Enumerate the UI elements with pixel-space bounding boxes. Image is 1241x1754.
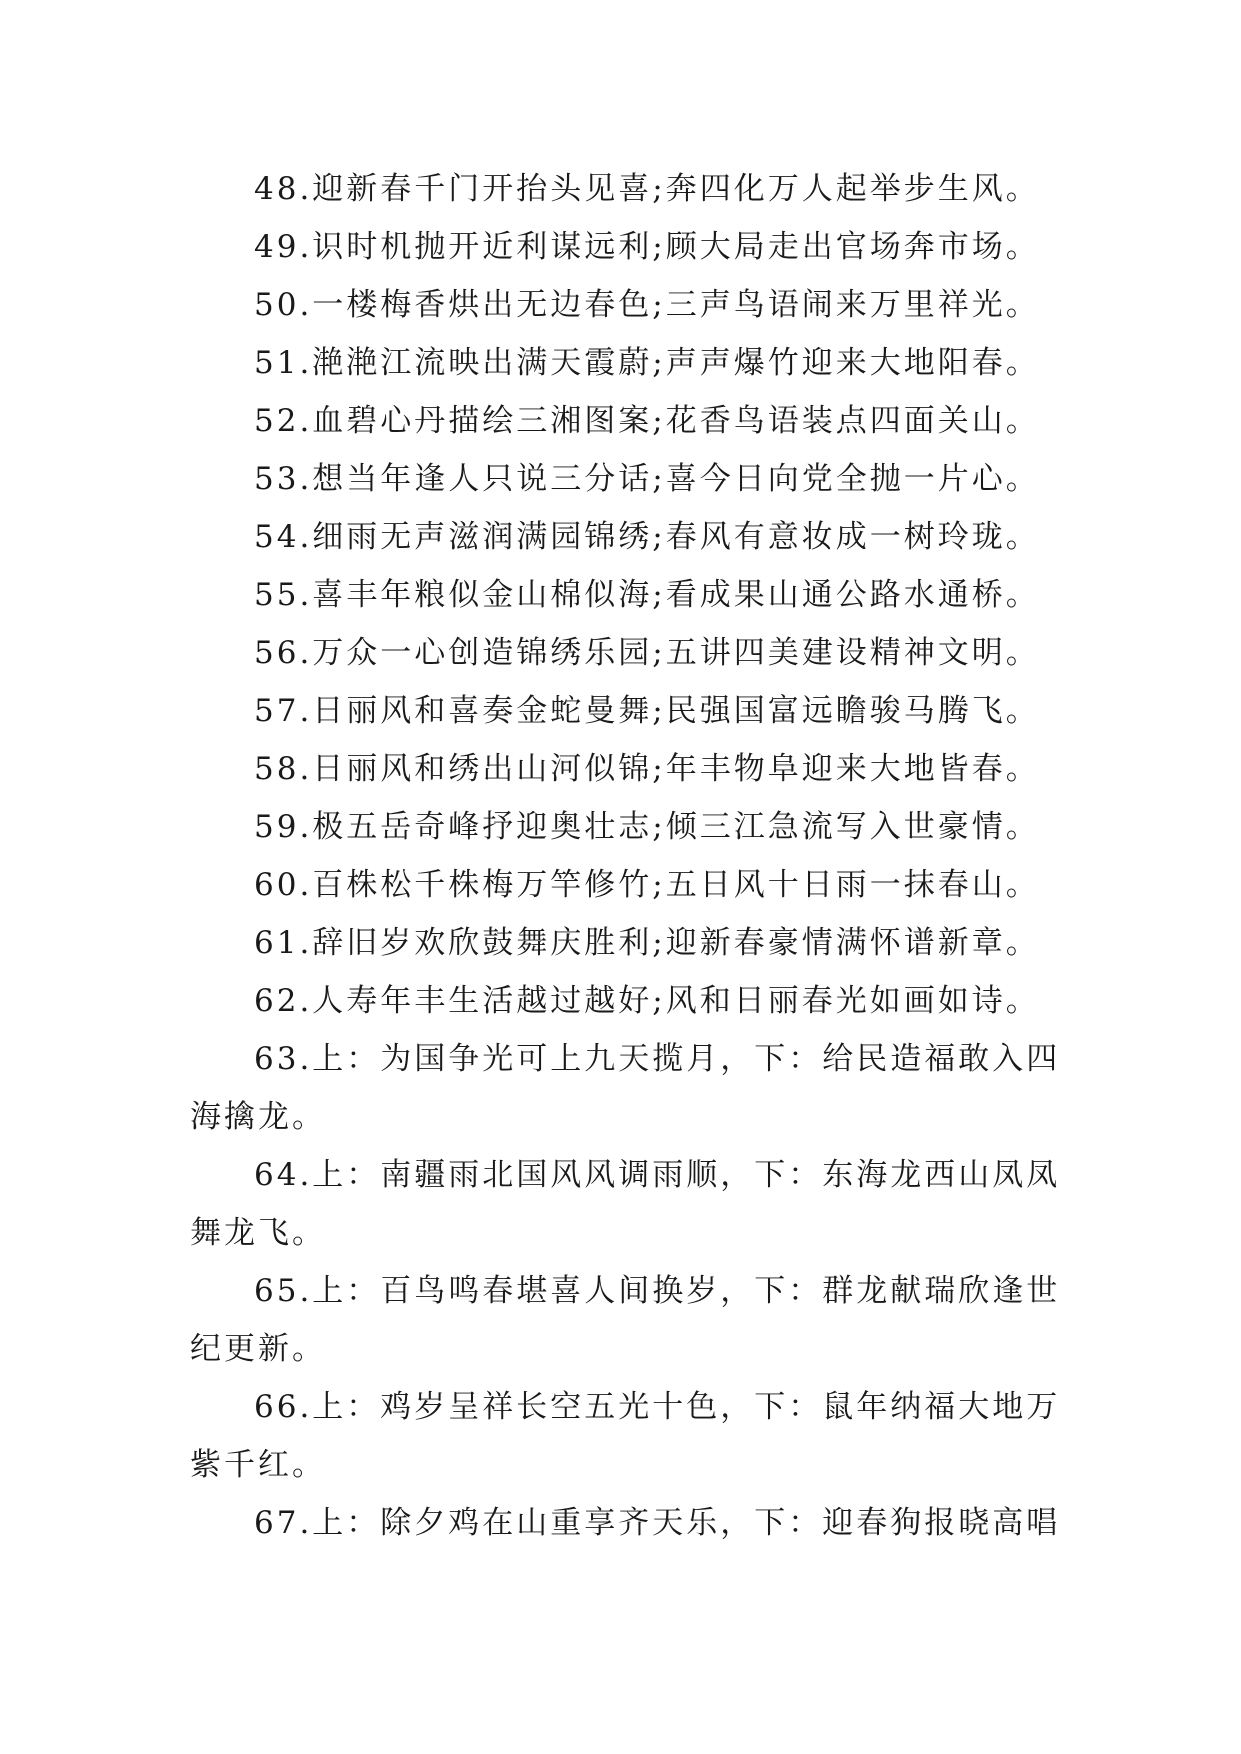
paragraph-first-line: 63.上：为国争光可上九天揽月，下：给民造福敢入四 [254, 1041, 1061, 1077]
couplet-line-52: 52.血碧心丹描绘三湘图案;花香鸟语装点四面关山。 [254, 403, 1040, 439]
couplet-paragraph-65 [190, 1262, 1061, 1378]
couplet-paragraph-67 [190, 1494, 1061, 1552]
document-body [190, 160, 1061, 1552]
paragraph-first-line: 66.上：鸡岁呈祥长空五光十色，下：鼠年纳福大地万 [254, 1389, 1061, 1425]
paragraph-continuation-line: 舞龙飞。 [190, 1215, 326, 1251]
paragraph-first-line: 64.上：南疆雨北国风风调雨顺，下：东海龙西山凤凤 [254, 1157, 1061, 1193]
paragraph-continuation-line: 海擒龙。 [190, 1099, 326, 1135]
paragraph-continuation-line: 紫千红。 [190, 1447, 326, 1483]
couplet-paragraph-64 [190, 1146, 1061, 1262]
couplet-line-60: 60.百株松千株梅万竿修竹;五日风十日雨一抹春山。 [254, 867, 1040, 903]
couplet-paragraph-66 [190, 1378, 1061, 1494]
couplet-line-50: 50.一楼梅香烘出无边春色;三声鸟语闹来万里祥光。 [254, 287, 1040, 323]
couplet-line-57: 57.日丽风和喜奏金蛇曼舞;民强国富远瞻骏马腾飞。 [254, 693, 1040, 729]
paragraph-first-line: 65.上：百鸟鸣春堪喜人间换岁，下：群龙献瑞欣逢世 [254, 1273, 1061, 1309]
couplet-line-49: 49.识时机抛开近利谋远利;顾大局走出官场奔市场。 [254, 229, 1040, 265]
couplet-line-58: 58.日丽风和绣出山河似锦;年丰物阜迎来大地皆春。 [254, 751, 1040, 787]
couplet-line-53: 53.想当年逢人只说三分话;喜今日向党全抛一片心。 [254, 461, 1040, 497]
couplet-line-56: 56.万众一心创造锦绣乐园;五讲四美建设精神文明。 [254, 635, 1040, 671]
couplet-paragraph-63 [190, 1030, 1061, 1146]
paragraph-continuation-line: 纪更新。 [190, 1331, 326, 1367]
couplet-line-51: 51.滟滟江流映出满天霞蔚;声声爆竹迎来大地阳春。 [254, 345, 1040, 381]
couplet-line-59: 59.极五岳奇峰抒迎奥壮志;倾三江急流写入世豪情。 [254, 809, 1040, 845]
couplet-line-48: 48.迎新春千门开抬头见喜;奔四化万人起举步生风。 [254, 171, 1040, 207]
couplet-line-54: 54.细雨无声滋润满园锦绣;春风有意妆成一树玲珑。 [254, 519, 1040, 555]
couplet-line-62: 62.人寿年丰生活越过越好;风和日丽春光如画如诗。 [254, 983, 1040, 1019]
couplet-line-61: 61.辞旧岁欢欣鼓舞庆胜利;迎新春豪情满怀谱新章。 [254, 925, 1040, 961]
couplet-line-55: 55.喜丰年粮似金山棉似海;看成果山通公路水通桥。 [254, 577, 1040, 613]
paragraph-first-line: 67.上：除夕鸡在山重享齐天乐，下：迎春狗报晓高唱 [254, 1505, 1061, 1541]
